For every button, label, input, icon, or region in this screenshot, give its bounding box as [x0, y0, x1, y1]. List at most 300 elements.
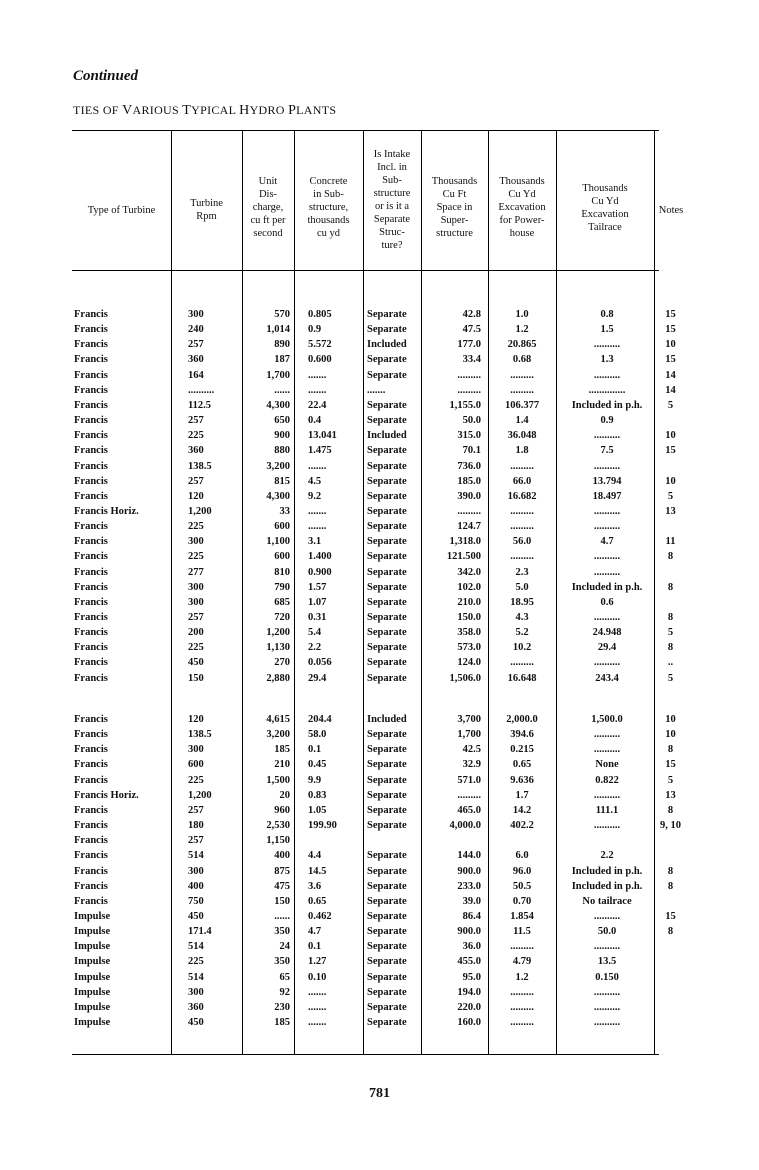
cell-intake: Separate: [367, 759, 407, 771]
cell-tail: 13.794: [592, 475, 622, 487]
cell-type: Francis: [74, 369, 108, 381]
cell-notes: 15: [665, 759, 676, 771]
cell-conc: 5.4: [308, 627, 322, 639]
title-part: H: [239, 103, 250, 118]
table-row: [0, 895, 759, 909]
cell-conc: .......: [308, 460, 327, 472]
cell-rpm: 257: [188, 835, 204, 847]
table-row: [0, 369, 759, 383]
cell-conc: 3.1: [308, 536, 322, 548]
cell-type: Francis: [74, 339, 108, 351]
cell-dis: 185: [274, 744, 290, 756]
cell-dis: 475: [274, 880, 290, 892]
cell-tail: No tailrace: [582, 895, 632, 907]
cell-rpm: 171.4: [188, 926, 212, 938]
cell-dis: 210: [274, 759, 290, 771]
cell-notes: 14: [665, 384, 676, 396]
cell-exc: .........: [510, 460, 534, 472]
cell-exc: 1.2: [515, 324, 529, 336]
cell-tail: ..........: [593, 986, 621, 998]
cell-tail: 29.4: [597, 642, 617, 654]
cell-tail: 0.8: [600, 309, 614, 320]
table-row: [0, 758, 759, 772]
cell-dis: 1,500: [266, 774, 290, 786]
cell-conc: 0.900: [308, 566, 332, 578]
title-part: LANTS: [296, 103, 337, 117]
cell-exc: 1.0: [515, 309, 529, 320]
header-rule: [72, 270, 659, 271]
cell-dis: 880: [274, 445, 290, 457]
cell-notes: 15: [665, 324, 676, 336]
table-row: [0, 338, 759, 352]
table-row: [0, 505, 759, 519]
cell-space: .........: [457, 384, 481, 396]
cell-tail: 1.5: [600, 324, 614, 336]
cell-dis: 890: [274, 339, 290, 351]
cell-type: Francis: [74, 399, 108, 411]
title-part: YDRO: [249, 103, 289, 117]
cell-tail: ..........: [593, 789, 621, 801]
cell-space: 95.0: [462, 971, 481, 983]
cell-rpm: 300: [188, 986, 204, 998]
cell-rpm: 225: [188, 956, 204, 968]
cell-dis: 400: [274, 850, 290, 862]
cell-dis: 900: [274, 430, 290, 442]
cell-type: Francis: [74, 354, 108, 366]
cell-conc: 13.041: [308, 430, 337, 442]
cell-intake: Separate: [367, 324, 407, 336]
cell-space: .........: [457, 789, 481, 801]
cell-exc: .........: [510, 505, 534, 517]
cell-conc: 22.4: [308, 399, 327, 411]
header-discharge: Unit Dis- charge, cu ft per second: [250, 176, 286, 239]
cell-rpm: 120: [188, 714, 204, 725]
cell-tail: ..........: [593, 941, 621, 953]
cell-conc: 0.65: [308, 895, 327, 907]
cell-space: 455.0: [457, 956, 481, 968]
cell-notes: 8: [667, 865, 674, 877]
cell-conc: 199.90: [308, 820, 337, 832]
cell-dis: 1,700: [266, 369, 290, 381]
title-part: V: [122, 103, 133, 118]
cell-conc: 5.572: [308, 339, 332, 351]
cell-type: Francis: [74, 820, 108, 832]
cell-tail: ..........: [593, 1001, 621, 1013]
cell-rpm: 300: [188, 865, 204, 877]
cell-conc: 204.4: [308, 714, 332, 725]
cell-rpm: 400: [188, 880, 204, 892]
cell-tail: ..........: [593, 505, 621, 517]
cell-dis: 92: [279, 986, 290, 998]
cell-tail: ..........: [593, 551, 621, 563]
table-row: [0, 971, 759, 985]
cell-tail: Included in p.h.: [571, 880, 643, 892]
cell-conc: 1.400: [308, 551, 332, 563]
cell-dis: ......: [274, 910, 290, 922]
cell-intake: Separate: [367, 910, 407, 922]
cell-exc: 20.865: [507, 339, 537, 351]
cell-conc: 0.1: [308, 941, 322, 953]
cell-conc: .......: [308, 505, 327, 517]
table-row: [0, 656, 759, 670]
cell-space: 900.0: [457, 865, 481, 877]
cell-dis: 1,100: [266, 536, 290, 548]
table-row: [0, 460, 759, 474]
cell-tail: ..........: [593, 430, 621, 442]
cell-exc: 66.0: [512, 475, 532, 487]
header-notes: Notes: [658, 205, 684, 216]
cell-dis: 720: [274, 612, 290, 623]
cell-rpm: ..........: [188, 384, 215, 396]
cell-type: Francis Horiz.: [74, 505, 139, 517]
cell-space: 315.0: [457, 430, 481, 442]
table-row: [0, 414, 759, 428]
cell-exc: 4.3: [515, 612, 529, 623]
cell-exc: 56.0: [512, 536, 532, 548]
cell-notes: 8: [667, 581, 674, 593]
cell-intake: Separate: [367, 895, 407, 907]
cell-space: 50.0: [462, 415, 481, 427]
cell-space: 465.0: [457, 804, 481, 816]
cell-dis: 875: [274, 865, 290, 877]
table-row: [0, 384, 759, 398]
table-row: [0, 1016, 759, 1030]
cell-dis: 350: [274, 926, 290, 938]
cell-tail: 13.5: [597, 956, 617, 968]
cell-conc: .......: [308, 369, 327, 381]
cell-intake: Separate: [367, 612, 407, 623]
cell-space: 124.0: [457, 657, 481, 669]
header-type: Type of Turbine: [87, 205, 156, 216]
cell-tail: 50.0: [597, 926, 617, 938]
cell-tail: ..........: [593, 729, 621, 741]
cell-space: 36.0: [462, 941, 481, 953]
cell-intake: Separate: [367, 581, 407, 593]
header-intake: Is Intake Incl. in Sub- structure or is it a Separate Struc- ture?: [373, 149, 411, 251]
cell-type: Impulse: [74, 971, 111, 983]
cell-type: Francis: [74, 657, 108, 669]
cell-notes: 8: [667, 612, 674, 623]
cell-space: 102.0: [457, 581, 481, 593]
cell-space: 194.0: [457, 986, 481, 998]
cell-intake: Separate: [367, 415, 407, 427]
cell-intake: Included: [367, 714, 407, 725]
cell-space: 121.500: [446, 551, 481, 563]
cell-type: Francis: [74, 324, 108, 336]
cell-notes: 5: [667, 490, 674, 502]
cell-conc: 1.475: [308, 445, 332, 457]
cell-tail: Included in p.h.: [571, 865, 643, 877]
cell-type: Francis: [74, 714, 108, 725]
cell-type: Impulse: [74, 910, 111, 922]
cell-conc: .......: [308, 1001, 327, 1013]
cell-dis: 1,130: [266, 642, 290, 654]
cell-dis: 187: [274, 354, 290, 366]
cell-dis: 685: [274, 596, 290, 608]
table-row: [0, 986, 759, 1000]
table-row: [0, 475, 759, 489]
cell-rpm: 1,200: [188, 505, 212, 517]
cell-type: Francis: [74, 445, 108, 457]
cell-space: 342.0: [457, 566, 481, 578]
cell-tail: ..............: [588, 384, 626, 396]
cell-notes: 15: [665, 445, 676, 457]
cell-tail: ..........: [593, 369, 621, 381]
cell-space: 4,000.0: [449, 820, 481, 832]
cell-dis: 3,200: [266, 729, 290, 741]
cell-type: Francis: [74, 430, 108, 442]
cell-rpm: 200: [188, 627, 204, 639]
table-row: [0, 865, 759, 879]
cell-conc: 3.6: [308, 880, 322, 892]
table-row: [0, 626, 759, 640]
cell-conc: 1.57: [308, 581, 327, 593]
cell-space: 86.4: [462, 910, 481, 922]
cell-dis: 4,300: [266, 399, 290, 411]
cell-exc: 50.5: [512, 880, 532, 892]
cell-type: Francis: [74, 774, 108, 786]
cell-notes: ..: [667, 657, 674, 669]
cell-dis: ......: [274, 384, 290, 396]
header-excavation: Thousands Cu Yd Excavation for Power- house: [498, 176, 546, 239]
cell-notes: 8: [667, 744, 674, 756]
cell-type: Impulse: [74, 941, 111, 953]
table-row: [0, 955, 759, 969]
cell-type: Francis: [74, 536, 108, 548]
cell-exc: 10.2: [512, 642, 532, 654]
table-row: [0, 910, 759, 924]
cell-conc: 0.600: [308, 354, 332, 366]
cell-conc: 4.7: [308, 926, 322, 938]
cell-intake: Separate: [367, 1017, 407, 1028]
cell-space: 390.0: [457, 490, 481, 502]
cell-rpm: 300: [188, 581, 204, 593]
cell-rpm: 450: [188, 910, 204, 922]
cell-tail: ..........: [593, 1017, 621, 1028]
cell-tail: ..........: [593, 521, 621, 533]
cell-intake: Separate: [367, 505, 407, 517]
table-row: [0, 834, 759, 848]
table-row: [0, 713, 759, 727]
cell-intake: Separate: [367, 369, 407, 381]
cell-conc: 1.27: [308, 956, 327, 968]
table-row: [0, 429, 759, 443]
cell-space: 42.5: [462, 744, 481, 756]
cell-space: 42.8: [462, 309, 481, 320]
cell-tail: ..........: [593, 820, 621, 832]
cell-type: Francis: [74, 672, 108, 684]
cell-rpm: 300: [188, 309, 204, 320]
cell-rpm: 257: [188, 415, 204, 427]
cell-exc: 394.6: [510, 729, 534, 741]
cell-dis: 65: [279, 971, 290, 983]
cell-tail: ..........: [593, 744, 621, 756]
cell-conc: 2.2: [308, 642, 322, 654]
cell-conc: 14.5: [308, 865, 327, 877]
cell-intake: Separate: [367, 820, 407, 832]
cell-tail: 0.822: [595, 774, 619, 786]
cell-intake: Included: [367, 339, 407, 351]
header-space: Thousands Cu Ft Space in Super- structure: [431, 176, 478, 239]
cell-type: Francis: [74, 895, 108, 907]
cell-dis: 600: [274, 551, 290, 563]
cell-type: Francis: [74, 642, 108, 654]
cell-exc: 1.7: [515, 789, 529, 801]
page-number: 781: [369, 1086, 390, 1101]
cell-exc: 11.5: [513, 926, 531, 938]
cell-intake: Separate: [367, 551, 407, 563]
cell-tail: 18.497: [592, 490, 622, 502]
cell-tail: ..........: [593, 339, 621, 351]
cell-conc: 9.9: [308, 774, 322, 786]
cell-exc: .........: [510, 1017, 534, 1028]
cell-type: Francis: [74, 835, 108, 847]
cell-intake: .......: [367, 384, 386, 396]
table-row: [0, 849, 759, 863]
cell-notes: 8: [667, 551, 674, 563]
cell-rpm: 277: [188, 566, 204, 578]
cell-type: Francis: [74, 566, 108, 578]
cell-type: Impulse: [74, 926, 111, 938]
cell-dis: 570: [274, 309, 290, 320]
cell-notes: 15: [665, 309, 676, 320]
cell-exc: 106.377: [504, 399, 540, 411]
cell-space: 571.0: [457, 774, 481, 786]
cell-notes: 11: [665, 536, 676, 548]
cell-rpm: 180: [188, 820, 204, 832]
cell-dis: 1,200: [266, 627, 290, 639]
cell-exc: 1.8: [515, 445, 529, 457]
cell-notes: 15: [665, 910, 676, 922]
cell-intake: Separate: [367, 354, 407, 366]
cell-space: 3,700: [457, 714, 481, 725]
cell-tail: 111.1: [595, 804, 619, 816]
table-row: [0, 520, 759, 534]
cell-dis: 1,014: [266, 324, 290, 336]
cell-exc: .........: [510, 657, 534, 669]
table-row: [0, 596, 759, 610]
cell-exc: 1.4: [515, 415, 529, 427]
cell-rpm: 240: [188, 324, 204, 336]
cell-tail: 0.6: [600, 596, 614, 608]
cell-conc: 4.5: [308, 475, 322, 487]
cell-rpm: 300: [188, 596, 204, 608]
cell-exc: .........: [510, 369, 534, 381]
cell-type: Francis Horiz.: [74, 789, 139, 801]
cell-exc: 0.65: [512, 759, 532, 771]
table-row: [0, 940, 759, 954]
cell-exc: 0.68: [512, 354, 532, 366]
cell-type: Francis: [74, 521, 108, 533]
cell-exc: 5.0: [515, 581, 529, 593]
cell-conc: 1.05: [308, 804, 327, 816]
cell-intake: Separate: [367, 596, 407, 608]
cell-rpm: 450: [188, 1017, 204, 1028]
cell-space: 32.9: [462, 759, 481, 771]
cell-exc: .........: [510, 384, 534, 396]
cell-tail: 1.3: [600, 354, 614, 366]
cell-exc: 96.0: [512, 865, 532, 877]
table-row: [0, 880, 759, 894]
cell-tail: Included in p.h.: [571, 399, 643, 411]
cell-dis: 270: [274, 657, 290, 669]
cell-exc: .........: [510, 986, 534, 998]
cell-notes: 5: [667, 399, 674, 411]
cell-type: Francis: [74, 880, 108, 892]
cell-dis: 150: [274, 895, 290, 907]
cell-space: 358.0: [457, 627, 481, 639]
cell-rpm: 450: [188, 657, 204, 669]
title-part: YPICAL: [191, 103, 240, 117]
cell-exc: 4.79: [512, 956, 532, 968]
cell-notes: 8: [667, 926, 674, 938]
cell-type: Impulse: [74, 1001, 111, 1013]
cell-rpm: 257: [188, 804, 204, 816]
cell-space: .........: [457, 369, 481, 381]
table-row: [0, 323, 759, 337]
cell-type: Francis: [74, 415, 108, 427]
cell-exc: 402.2: [510, 820, 534, 832]
cell-notes: 13: [665, 505, 676, 517]
cell-intake: Separate: [367, 956, 407, 968]
header-concrete: Concrete in Sub- structure, thousands cu yd: [307, 176, 350, 239]
cell-intake: Separate: [367, 880, 407, 892]
cell-conc: 0.83: [308, 789, 327, 801]
cell-dis: 20: [279, 789, 290, 801]
cell-exc: 5.2: [515, 627, 529, 639]
cell-space: 160.0: [457, 1017, 481, 1028]
cell-conc: 0.9: [308, 324, 322, 336]
cell-intake: Separate: [367, 642, 407, 654]
cell-dis: 1,150: [266, 835, 290, 847]
cell-dis: 650: [274, 415, 290, 427]
cell-notes: 10: [665, 729, 676, 741]
cell-conc: .......: [308, 521, 327, 533]
cell-space: 177.0: [457, 339, 481, 351]
cell-dis: 185: [274, 1017, 290, 1028]
cell-rpm: 225: [188, 642, 204, 654]
cell-conc: 29.4: [308, 672, 327, 684]
table-row: [0, 444, 759, 458]
cell-exc: 16.648: [507, 672, 537, 684]
cell-space: 185.0: [457, 475, 481, 487]
cell-type: Impulse: [74, 956, 111, 968]
cell-intake: Separate: [367, 460, 407, 472]
title-part: T: [182, 103, 192, 118]
cell-conc: 0.10: [308, 971, 327, 983]
continued-label: Continued: [73, 68, 139, 84]
cell-space: 233.0: [457, 880, 481, 892]
cell-intake: Separate: [367, 804, 407, 816]
cell-notes: 9, 10: [660, 820, 681, 832]
cell-type: Francis: [74, 627, 108, 639]
cell-intake: Separate: [367, 627, 407, 639]
cell-tail: ..........: [593, 910, 621, 922]
cell-dis: 4,300: [266, 490, 290, 502]
table-row: [0, 550, 759, 564]
cell-rpm: 138.5: [188, 460, 212, 472]
cell-tail: 24.948: [592, 627, 622, 639]
cell-rpm: 225: [188, 551, 204, 563]
table-row: [0, 399, 759, 413]
cell-type: Impulse: [74, 986, 111, 998]
cell-notes: 5: [667, 672, 674, 684]
cell-exc: 2.3: [515, 566, 529, 578]
cell-notes: 10: [665, 714, 676, 725]
cell-conc: 1.07: [308, 596, 327, 608]
cell-exc: 16.682: [507, 490, 537, 502]
cell-type: Francis: [74, 759, 108, 771]
